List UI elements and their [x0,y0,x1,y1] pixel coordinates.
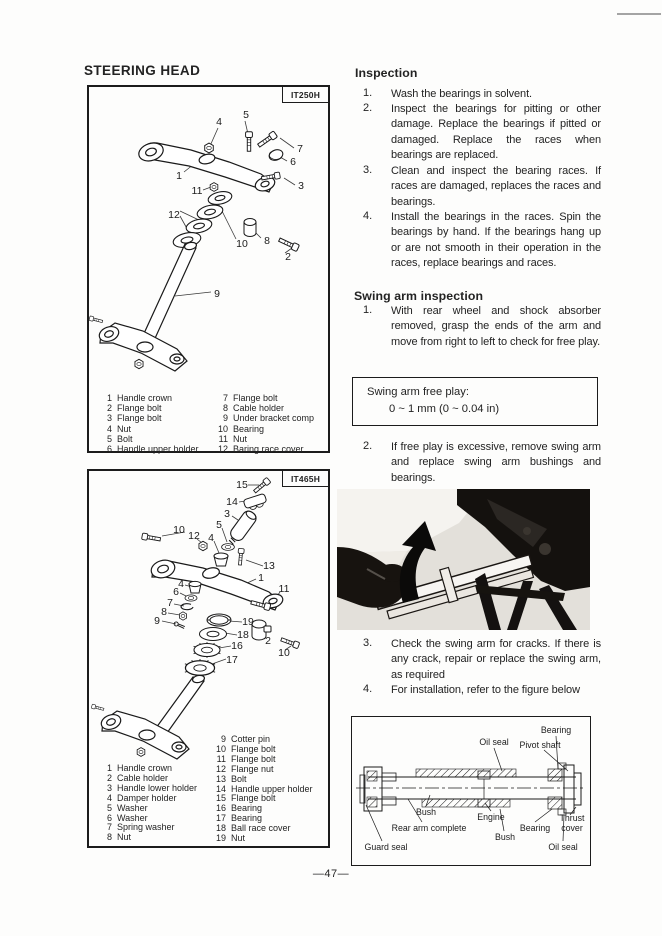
part-callout-number: 7 [297,142,303,155]
list-item-number: 1. [363,87,373,99]
part-callout-number: 4 [216,115,222,128]
part-callout-number: 9 [154,614,160,627]
part-callout-number: 17 [226,653,238,666]
list-item-number: 2. [363,102,373,114]
part-callout-number: 5 [243,108,249,121]
part-callout-number: 11 [278,582,290,595]
part-callout-number: 5 [216,518,222,531]
scan-artifact-line [617,13,661,15]
part-callout-number: 6 [173,585,179,598]
spec-value: 0 ~ 1 mm (0 ~ 0.04 in) [389,402,500,415]
parts-list-row: 16 Bearing [215,803,263,814]
right-column [352,0,600,936]
parts-list-row: 11 Flange bolt [216,753,276,764]
parts-list-row: 10 Flange bolt [215,743,276,754]
numbered-list-item [352,87,600,102]
parts-list-row: 15 Flange bolt [215,793,276,804]
list-item-number: 2. [363,440,373,452]
diagram-label: Oil seal [548,841,578,852]
part-callout-number: 12 [188,529,200,542]
diagram-label: Rear arm complete [391,822,467,833]
part-callout-number: 2 [285,250,291,263]
numbered-list-item [352,304,600,350]
part-callout-number: 7 [167,596,173,609]
figure-swing-arm-installation [351,716,591,866]
parts-list-row: 2 Flange bolt [106,403,162,414]
numbered-list-item [352,440,600,486]
spec-title: Swing arm free play: [367,386,469,398]
part-callout-number: 12 [168,208,180,221]
parts-list-row: 13 Bolt [215,773,247,784]
parts-list-row: 1 Handle crown [106,393,173,403]
part-callout-number: 4 [178,577,184,590]
parts-list-row: 17 Bearing [215,813,263,824]
parts-list-row: 14 Handle upper holder [215,783,313,794]
parts-list-row: 3 Handle lower holder [106,782,198,793]
page-number: —47— [312,868,350,880]
parts-list-row: 12 Flange nut [215,763,274,774]
list-item-text: Install the bearings in the races. Spin the bearings by hand. If the bearings hang up or are not smooth in their operation in the races, replace bearings and races. [391,211,601,270]
diagram-label: Bearing [540,724,572,735]
parts-list-row: 9 Under bracket comp [222,413,315,424]
parts-list-row: 8 Nut [106,832,132,843]
part-callout-number: 11 [191,184,203,197]
list-item-number: 4. [363,210,373,222]
list-item-text: With rear wheel and shock absorber removed, grasp the ends of the arm and move from right to left to check for free play. [391,305,601,348]
list-item-number: 4. [363,683,373,695]
numbered-list-item [352,102,600,164]
part-callout-number: 10 [173,523,185,536]
parts-list-row: 8 Cable holder [222,403,285,414]
diagram-label: Bush [494,831,516,842]
parts-list-row: 6 Washer [106,812,148,823]
part-callout-number: 14 [226,495,238,508]
fig2-parts-list-right [213,735,313,844]
parts-list-row: 19 Nut [215,833,246,844]
fig3-labels [352,717,590,865]
fig2-parts-list-left [99,764,197,843]
diagram-label: Bearing [519,822,551,833]
diagram-label: Bush [415,806,437,817]
page-title: STEERING HEAD [84,63,201,78]
swing-arm-photo [337,489,590,630]
part-callout-number: 3 [298,179,304,192]
part-callout-number: 10 [278,646,290,659]
parts-list-row: 1 Handle crown [106,763,173,773]
numbered-list-item [352,683,600,698]
spec-box-free-play [352,377,598,426]
part-callout-number: 1 [176,169,182,182]
part-callout-number: 19 [242,615,254,628]
section-heading-swing-arm: Swing arm inspection [354,289,484,303]
fig1-parts-list-left [99,393,199,454]
part-callout-number: 6 [290,155,296,168]
figure-steering-head-it250h [87,85,330,453]
part-callout-number: 8 [161,605,167,618]
part-callout-number: 4 [208,531,214,544]
list-item-text: Wash the bearings in solvent. [391,88,532,100]
fig1-parts-list-right [215,393,314,454]
parts-list-row: 4 Damper holder [106,792,177,803]
part-callout-number: 1 [258,571,264,584]
part-callout-number: 3 [224,507,230,520]
part-callout-number: 2 [265,634,271,647]
parts-list-row: 7 Flange bolt [222,393,278,403]
part-callout-number: 8 [264,234,270,247]
diagram-label: Engine [477,811,505,822]
numbered-list-item [352,210,600,272]
list-item-text: Inspect the bearings for pitting or other damage. Replace the bearings if pitted or damaged. Replace the races when bearings are replaced. [391,103,601,162]
parts-list-row: 12 Baring race cover [217,444,304,455]
parts-list-row: 11 Nut [218,433,248,444]
parts-list-row: 4 Nut [106,423,132,434]
section-heading-inspection: Inspection [355,66,418,80]
parts-list-row: 2 Cable holder [106,772,169,783]
part-callout-number: 15 [236,478,248,491]
diagram-label: Pivot shaft [519,739,561,750]
list-item-text: Check the swing arm for cracks. If there is any crack, repair or replace the swing arm, as required [391,638,601,681]
part-callout-number: 13 [263,559,275,572]
model-tag-it465h: IT465H [282,471,328,487]
diagram-label: Thrust cover [559,812,585,833]
part-callout-number: 18 [237,628,249,641]
list-item-text: If free play is excessive, remove swing arm and replace swing arm bushings and bearings. [391,441,601,484]
list-item-number: 3. [363,164,373,176]
list-item-number: 1. [363,304,373,316]
list-item-text: Clean and inspect the bearing races. If races are damaged, replaces the races and bearings. [391,165,601,208]
part-callout-number: 9 [214,287,220,300]
model-tag-it250h: IT250H [282,87,328,103]
list-item-text: For installation, refer to the figure below [391,684,580,696]
part-callout-number: 10 [236,237,248,250]
parts-list-row: 3 Flange bolt [106,413,162,424]
parts-list-row: 6 Handle upper holder [106,444,199,455]
numbered-list-item [352,164,600,210]
diagram-label: Oil seal [479,736,509,747]
figure-steering-head-it465h [87,469,330,848]
part-callout-number: 16 [231,639,243,652]
parts-list-row: 5 Bolt [106,433,133,444]
parts-list-row: 10 Bearing [217,423,265,434]
parts-list-row: 9 Cotter pin [220,734,271,744]
list-item-number: 3. [363,637,373,649]
parts-list-row: 5 Washer [106,802,148,813]
parts-list-row: 18 Ball race cover [215,823,291,834]
diagram-label: Guard seal [364,841,408,852]
numbered-list-item [352,637,600,683]
parts-list-row: 7 Spring washer [106,822,175,833]
